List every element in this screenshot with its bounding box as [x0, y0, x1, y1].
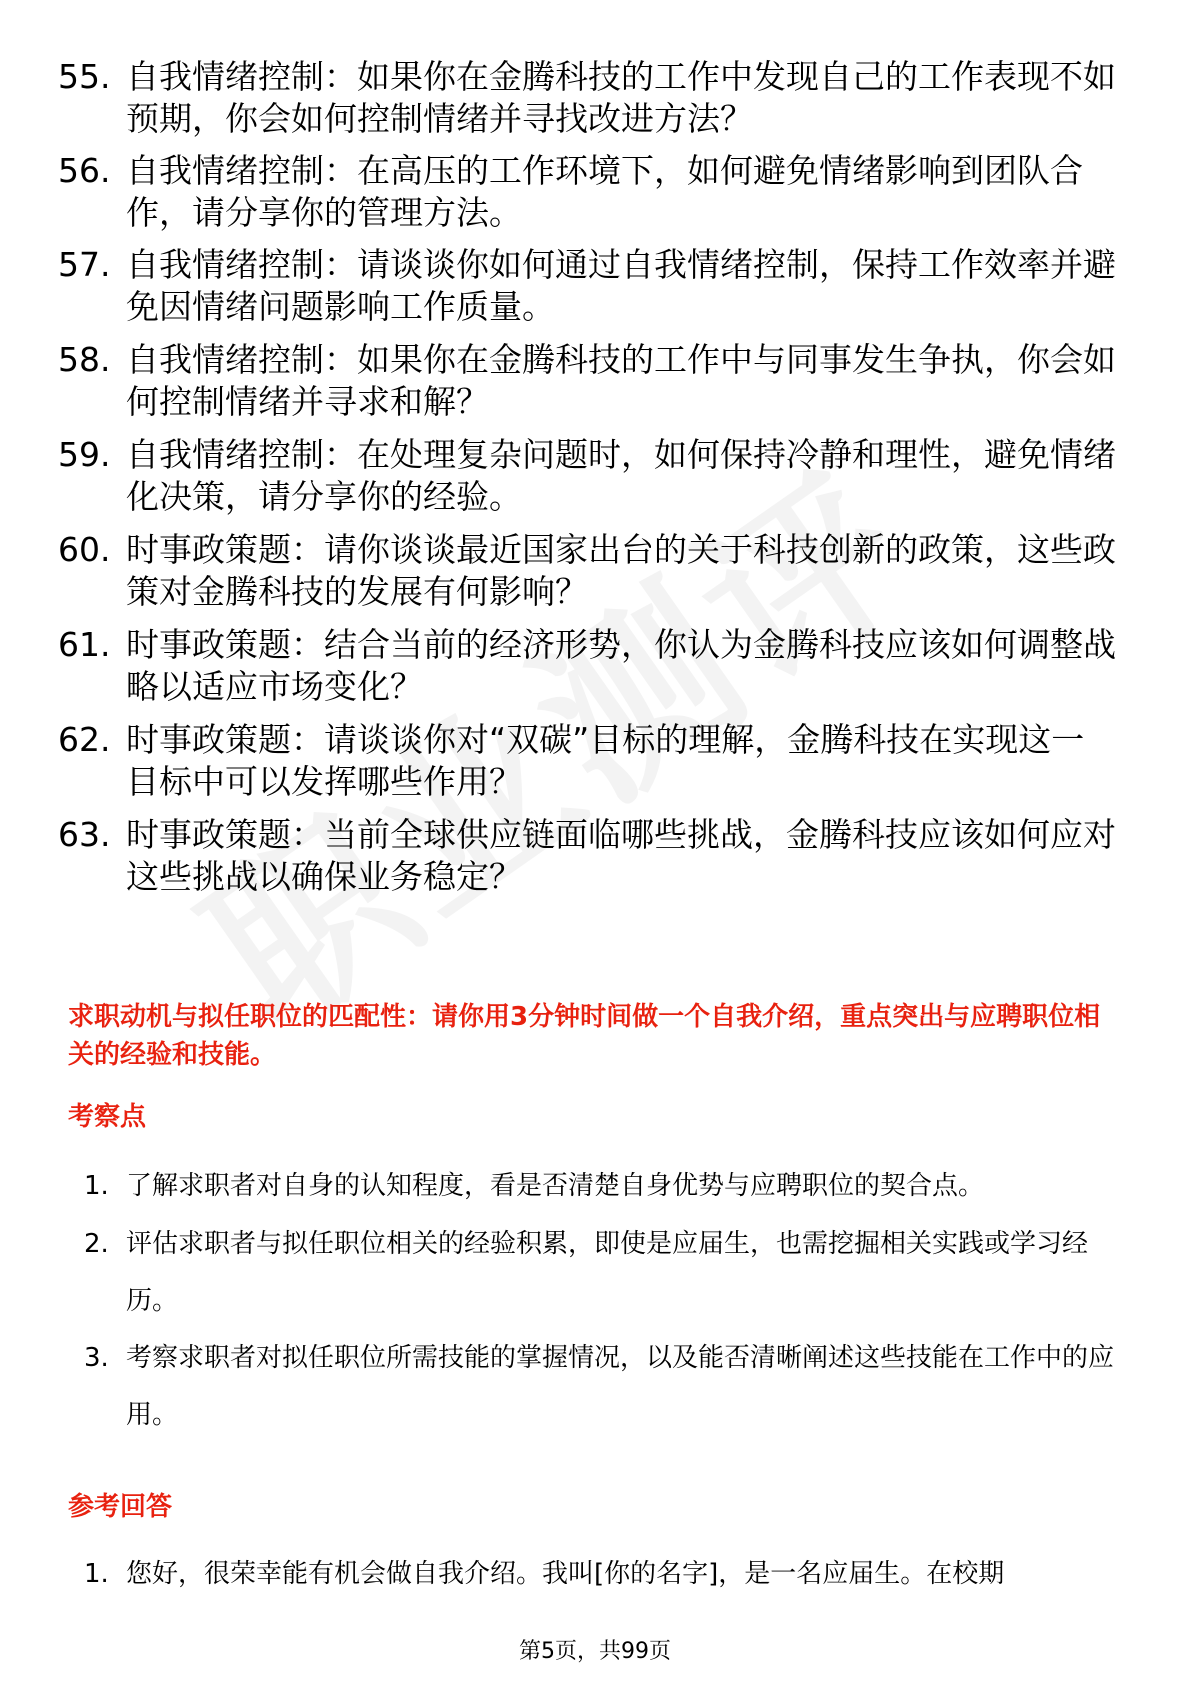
question-text: 自我情绪控制：请谈谈你如何通过自我情绪控制，保持工作效率并避免因情绪问题影响工作质量。 — [126, 245, 1116, 326]
question-number: 60. — [58, 530, 111, 569]
point-number: 1. — [84, 1171, 109, 1201]
reference-point — [84, 1546, 1114, 1603]
question-text: 时事政策题：请谈谈你对“双碳”目标的理解，金腾科技在实现这一目标中可以发挥哪些作用？ — [126, 720, 1085, 801]
question-item — [58, 339, 1118, 423]
inspection-point — [84, 1216, 1114, 1330]
highlight-question: 求职动机与拟任职位的匹配性：请你用3分钟时间做一个自我介绍，重点突出与应聘职位相关的经验和技能。 — [68, 1002, 1101, 1070]
point-text: 了解求职者对自身的认知程度，看是否清楚自身优势与应聘职位的契合点。 — [126, 1171, 985, 1201]
question-number: 57. — [58, 245, 111, 284]
question-text: 自我情绪控制：如果你在金腾科技的工作中与同事发生争执，你会如何控制情绪并寻求和解？ — [126, 340, 1116, 421]
question-item — [58, 434, 1118, 518]
point-text: 您好，很荣幸能有机会做自我介绍。我叫[你的名字]，是一名应届生。在校期 — [126, 1559, 1005, 1589]
question-item — [58, 150, 1118, 234]
point-text: 评估求职者与拟任职位相关的经验积累，即使是应届生，也需挖掘相关实践或学习经历。 — [126, 1229, 1089, 1316]
inspection-point — [84, 1330, 1114, 1444]
question-number: 56. — [58, 151, 111, 190]
point-number: 2. — [84, 1229, 109, 1259]
question-text: 自我情绪控制：在高压的工作环境下，如何避免情绪影响到团队合作，请分享你的管理方法。 — [126, 151, 1083, 232]
question-text: 时事政策题：请你谈谈最近国家出台的关于科技创新的政策，这些政策对金腾科技的发展有何影响？ — [126, 530, 1116, 611]
question-text: 自我情绪控制：如果你在金腾科技的工作中发现自己的工作表现不如预期，你会如何控制情绪并寻找改进方法？ — [126, 57, 1116, 138]
question-text: 时事政策题：当前全球供应链面临哪些挑战，金腾科技应该如何应对这些挑战以确保业务稳定？ — [126, 815, 1116, 896]
question-text: 时事政策题：结合当前的经济形势，你认为金腾科技应该如何调整战略以适应市场变化？ — [126, 625, 1116, 706]
question-number: 59. — [58, 435, 111, 474]
question-item — [58, 719, 1118, 803]
question-number: 58. — [58, 340, 111, 379]
question-item — [58, 814, 1118, 898]
question-item — [58, 56, 1118, 140]
point-number: 3. — [84, 1343, 109, 1373]
inspection-point — [84, 1158, 1114, 1215]
question-text: 自我情绪控制：在处理复杂问题时，如何保持冷静和理性，避免情绪化决策，请分享你的经验。 — [126, 435, 1116, 516]
question-number: 63. — [58, 815, 111, 854]
point-number: 1. — [84, 1559, 109, 1589]
question-number: 62. — [58, 720, 111, 759]
question-item — [58, 244, 1118, 328]
reference-title: 参考回答 — [68, 1492, 173, 1522]
point-text: 考察求职者对拟任职位所需技能的掌握情况，以及能否清晰阐述这些技能在工作中的应用。 — [126, 1343, 1115, 1430]
inspection-title: 考察点 — [68, 1102, 147, 1132]
question-item — [58, 624, 1118, 708]
question-number: 61. — [58, 625, 111, 664]
page-footer: 第5页，共99页 — [519, 1639, 671, 1664]
question-item — [58, 529, 1118, 613]
question-number: 55. — [58, 57, 111, 96]
